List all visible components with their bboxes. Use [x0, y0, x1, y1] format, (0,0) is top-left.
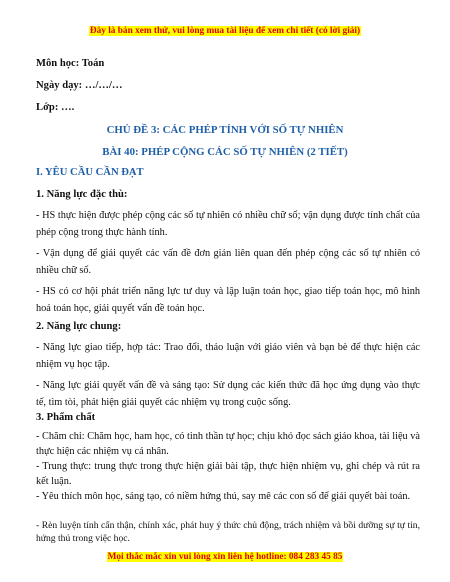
subject-line: Môn học: Toán: [36, 58, 105, 69]
teaching-date-line: Ngày dạy: …/…/…: [36, 80, 123, 91]
paragraph-qualities-4: - Rèn luyện tính cẩn thận, chính xác, phát huy ý thức chủ động, trách nhiệm và bồi dưỡng sự tự tin, hứng thú trong việc học.: [36, 520, 420, 544]
paragraph-specific-2: - Vận dụng để giải quyết các vấn đề đơn giản liên quan đến phép cộng các số tự nhiên có nhiều chữ số.: [36, 248, 420, 277]
paragraph-qualities-1: - Chăm chỉ: Chăm học, ham học, có tinh thần tự học; chịu khó đọc sách giáo khoa, tài liệu và thực hiện các nhiệm vụ cá nhân.: [36, 431, 420, 457]
paragraph-general-2: - Năng lực giải quyết vấn đề và sáng tạo: Sử dụng các kiến thức đã học ứng dụng vào thực tế, tìm tòi, phát hiện giải quyết các nhiệm vụ trong cuộc sống.: [36, 380, 420, 409]
paragraph-specific-1: - HS thực hiện được phép cộng các số tự nhiên có nhiều chữ số; vận dụng được tính chất của phép cộng trong thực hành tính.: [36, 210, 420, 239]
paragraph-qualities-2: - Trung thực: trung thực trong thực hiện giải bài tập, thực hiện nhiệm vụ, ghi chép và rút ra kết luận.: [36, 461, 420, 487]
hotline-text: Mọi thắc mắc xin vui lòng xin liên hệ hotline: 084 283 45 85: [107, 552, 343, 562]
section-heading-requirements: I. YÊU CẦU CẦN ĐẠT: [36, 167, 144, 178]
subsection-heading-qualities: 3. Phẩm chất: [36, 412, 96, 423]
paragraph-general-1: - Năng lực giao tiếp, hợp tác: Trao đổi, thảo luận với giáo viên và bạn bè để thực hiện các nhiệm vụ học tập.: [36, 342, 420, 371]
lesson-title: BÀI 40: PHÉP CỘNG CÁC SỐ TỰ NHIÊN (2 TIẾT): [102, 146, 348, 158]
hotline-banner: [0, 552, 450, 562]
preview-notice-banner: [0, 26, 450, 36]
subsection-heading-specific-competence: 1. Năng lực đặc thù:: [36, 189, 128, 200]
chapter-title: CHỦ ĐỀ 3: CÁC PHÉP TÍNH VỚI SỐ TỰ NHIÊN: [106, 124, 344, 136]
paragraph-specific-3: - HS có cơ hội phát triển năng lực tư duy và lập luận toán học, giao tiếp toán học, mô hình hoá toán học, giải quyết vấn đề toán học.: [36, 286, 420, 315]
subsection-heading-general-competence: 2. Năng lực chung:: [36, 321, 122, 332]
paragraph-qualities-3: - Yêu thích môn học, sáng tạo, có niềm hứng thú, say mê các con số để giải quyết bài toán.: [36, 491, 411, 502]
preview-notice-text: Đây là bản xem thử, vui lòng mua tài liệu để xem chi tiết (có lời giải): [89, 26, 361, 36]
class-line: Lớp: ….: [36, 102, 75, 113]
